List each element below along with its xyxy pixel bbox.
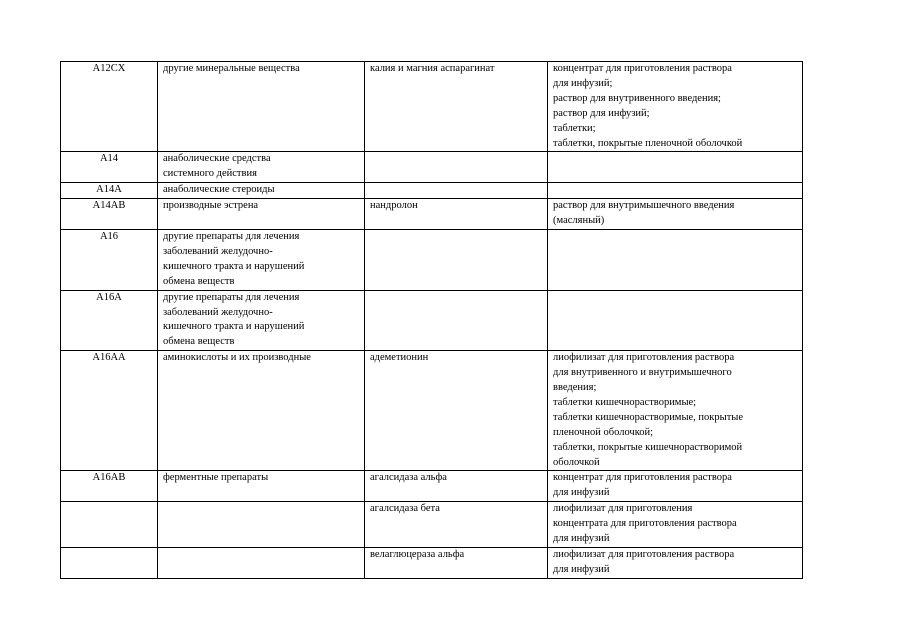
- dosage-form-line: введения;: [553, 382, 597, 394]
- dosage-forms-cell: [548, 183, 803, 199]
- group-name-line: обмена веществ: [163, 336, 235, 348]
- table-row: [61, 548, 803, 579]
- drug-name-cell: агалсидаза бета: [365, 502, 548, 548]
- group-name-line: системного действия: [163, 168, 257, 180]
- table-row: [61, 351, 803, 471]
- table-row: [61, 199, 803, 230]
- dosage-form-line: для инфузий: [553, 533, 610, 545]
- dosage-form-line: концентрат для приготовления раствора: [553, 63, 732, 74]
- dosage-form-line: лиофилизат для приготовления раствора: [553, 549, 735, 560]
- atc-code-cell: A12CX: [61, 62, 158, 152]
- dosage-form-line: таблетки, покрытые пленочной оболочкой: [553, 137, 743, 149]
- group-name-line: кишечного тракта и нарушений: [163, 321, 305, 333]
- group-name-cell: [158, 290, 365, 351]
- dosage-forms-cell: [548, 199, 803, 230]
- table-row: [61, 290, 803, 351]
- atc-code-cell: A16A: [61, 290, 158, 351]
- group-name-line: обмена веществ: [163, 275, 235, 287]
- group-name-line: другие минеральные вещества: [163, 63, 300, 74]
- atc-code-cell: [61, 548, 158, 579]
- group-name-cell: [158, 351, 365, 471]
- dosage-form-line: таблетки кишечнорастворимые, покрытые: [553, 411, 743, 423]
- dosage-form-line: оболочкой: [553, 456, 600, 468]
- dosage-forms-cell: [548, 471, 803, 502]
- dosage-forms-cell: [548, 290, 803, 351]
- atc-code-cell: A14: [61, 152, 158, 183]
- group-name-cell: [158, 152, 365, 183]
- dosage-form-line: раствор для внутривенного введения;: [553, 92, 721, 104]
- dosage-form-line: концентрат для приготовления раствора: [553, 472, 732, 484]
- group-name-cell: [158, 502, 365, 548]
- drug-name-cell: [365, 152, 548, 183]
- dosage-forms-cell: [548, 229, 803, 290]
- group-name-line: заболеваний желудочно-: [163, 306, 273, 318]
- dosage-forms-cell: [548, 152, 803, 183]
- dosage-form-line: лиофилизат для приготовления раствора: [553, 352, 735, 364]
- group-name-line: производные эстрена: [163, 200, 259, 212]
- dosage-form-line: для инфузий: [553, 487, 610, 499]
- group-name-line: другие препараты для лечения: [163, 230, 300, 242]
- table-row: [61, 62, 803, 152]
- drug-name-cell: [365, 229, 548, 290]
- dosage-form-line: лиофилизат для приготовления: [553, 503, 693, 515]
- dosage-forms-cell: [548, 548, 803, 579]
- group-name-line: анаболические средства: [163, 153, 271, 165]
- dosage-form-line: раствор для инфузий;: [553, 107, 650, 119]
- atc-code-cell: A14A: [61, 183, 158, 199]
- atc-code-cell: A16AB: [61, 471, 158, 502]
- table-row: [61, 502, 803, 548]
- drug-name-cell: [365, 183, 548, 199]
- dosage-form-line: раствор для внутримышечного введения: [553, 200, 735, 212]
- group-name-cell: [158, 62, 365, 152]
- dosage-form-line: для внутривенного и внутримышечного: [553, 367, 732, 379]
- group-name-line: ферментные препараты: [163, 472, 269, 484]
- drug-name-cell: калия и магния аспарагинат: [365, 62, 548, 152]
- group-name-line: заболеваний желудочно-: [163, 245, 273, 257]
- group-name-cell: [158, 471, 365, 502]
- table-row: [61, 229, 803, 290]
- group-name-line: кишечного тракта и нарушений: [163, 260, 305, 272]
- atc-code-cell: [61, 502, 158, 548]
- atc-code-cell: A16: [61, 229, 158, 290]
- table-row: [61, 471, 803, 502]
- dosage-form-line: (масляный): [553, 215, 605, 227]
- drug-name-cell: [365, 290, 548, 351]
- drug-name-cell: агалсидаза альфа: [365, 471, 548, 502]
- atc-code-cell: A14AB: [61, 199, 158, 230]
- table-row: [61, 183, 803, 199]
- group-name-cell: [158, 199, 365, 230]
- drug-name-cell: адеметионин: [365, 351, 548, 471]
- group-name-cell: [158, 229, 365, 290]
- drug-name-cell: нандролон: [365, 199, 548, 230]
- dosage-forms-cell: [548, 351, 803, 471]
- group-name-line: аминокислоты и их производные: [163, 352, 311, 364]
- group-name-line: анаболические стероиды: [163, 184, 275, 196]
- dosage-form-line: для инфузий: [553, 563, 610, 575]
- dosage-form-line: таблетки кишечнорастворимые;: [553, 396, 697, 408]
- atc-code-cell: A16AA: [61, 351, 158, 471]
- table-row: [61, 152, 803, 183]
- dosage-form-line: для инфузий;: [553, 77, 613, 89]
- dosage-forms-cell: [548, 502, 803, 548]
- dosage-form-line: концентрата для приготовления раствора: [553, 518, 737, 530]
- dosage-form-line: таблетки, покрытые кишечнорастворимой: [553, 441, 743, 453]
- drug-classification-table: [60, 61, 803, 579]
- dosage-form-line: пленочной оболочкой;: [553, 426, 654, 438]
- group-name-cell: [158, 183, 365, 199]
- dosage-form-line: таблетки;: [553, 122, 596, 134]
- drug-name-cell: велаглюцераза альфа: [365, 548, 548, 579]
- group-name-cell: [158, 548, 365, 579]
- dosage-forms-cell: [548, 62, 803, 152]
- group-name-line: другие препараты для лечения: [163, 291, 300, 303]
